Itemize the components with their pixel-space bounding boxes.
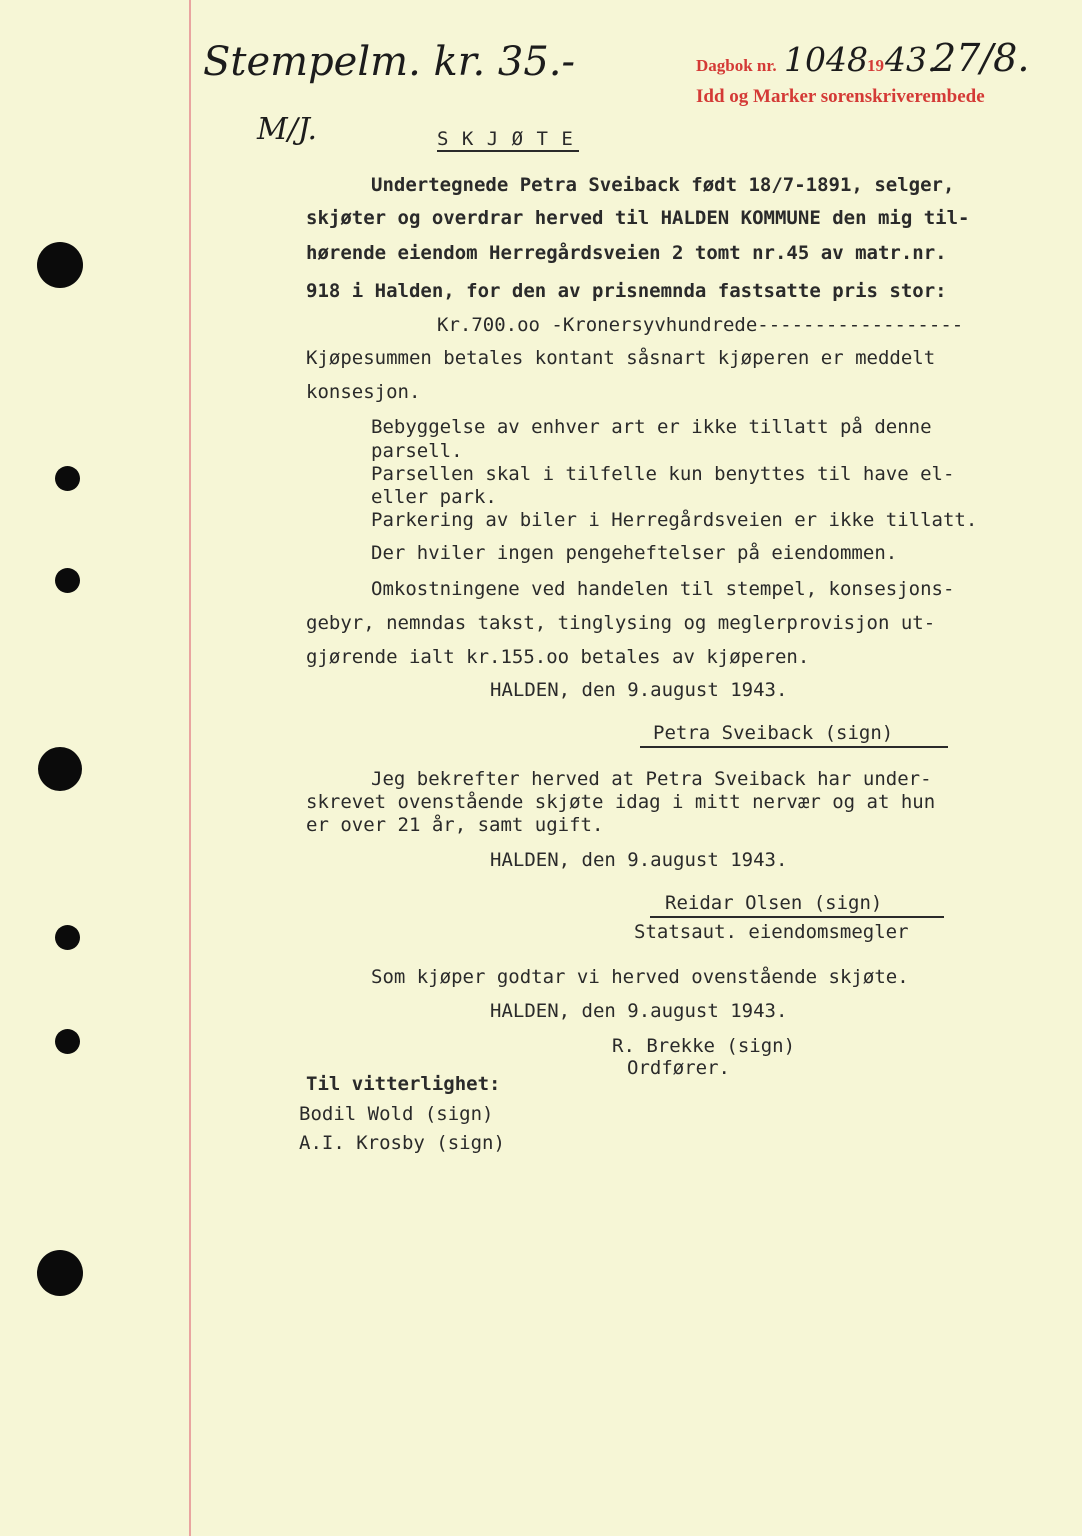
- punch-hole: [55, 925, 80, 950]
- dagbok-date: 27/8.: [932, 36, 1030, 80]
- body-line: hørende eiendom Herregårdsveien 2 tomt nr.45 av matr.nr.: [306, 242, 947, 264]
- punch-hole: [55, 568, 80, 593]
- punch-hole: [37, 1250, 83, 1296]
- broker-signature: Reidar Olsen (sign): [665, 892, 883, 914]
- witness-heading: Til vitterlighet:: [306, 1073, 501, 1095]
- punch-hole: [55, 466, 80, 491]
- place-date-line: HALDEN, den 9.august 1943.: [490, 679, 788, 701]
- condition-line: eller park.: [371, 486, 497, 508]
- body-line: 918 i Halden, for den av prisnemnda fastsatte pris stor:: [306, 280, 947, 302]
- body-line: Som kjøper godtar vi herved ovenstående skjøte.: [371, 966, 909, 988]
- condition-line: Bebyggelse av enhver art er ikke tillatt på denne: [371, 416, 932, 438]
- place-date-line: HALDEN, den 9.august 1943.: [490, 849, 788, 871]
- body-line: gebyr, nemndas takst, tinglysing og meglerprovisjon ut-: [306, 612, 936, 634]
- body-line: Jeg bekrefter herved at Petra Sveiback har under-: [371, 768, 932, 790]
- signature-rule: [650, 916, 944, 918]
- broker-title: Statsaut. eiendomsmegler: [634, 921, 909, 943]
- buyer-title: Ordfører.: [627, 1057, 730, 1079]
- dagbok-year: 43.: [885, 40, 938, 79]
- witness-signature: Bodil Wold (sign): [299, 1103, 494, 1125]
- witness-signature: A.I. Krosby (sign): [299, 1132, 505, 1154]
- punch-hole: [37, 242, 83, 288]
- price-line: Kr.700.oo -Kronersyvhundrede------------------: [437, 314, 964, 336]
- body-line: skjøter og overdrar herved til HALDEN KOMMUNE den mig til-: [306, 207, 970, 229]
- seller-signature: Petra Sveiback (sign): [653, 722, 894, 744]
- punch-hole: [38, 747, 82, 791]
- condition-line: parsell.: [371, 440, 463, 462]
- body-line: Der hviler ingen pengeheftelser på eiendommen.: [371, 542, 898, 564]
- title-underline: [437, 150, 579, 152]
- body-line: gjørende ialt kr.155.oo betales av kjøperen.: [306, 646, 810, 668]
- signature-rule: [640, 746, 948, 748]
- dagbok-label: Dagbok nr.: [696, 56, 777, 75]
- body-line: Omkostningene ved handelen til stempel, konsesjons-: [371, 578, 955, 600]
- dagbok-number: 1048: [784, 40, 868, 79]
- condition-line: Parsellen skal i tilfelle kun benyttes til have el-: [371, 463, 955, 485]
- dagbok-year-prefix: 19: [867, 56, 884, 75]
- condition-line: Parkering av biler i Herregårdsveien er ikke tillatt.: [371, 509, 978, 531]
- document-title: S K J Ø T E: [437, 128, 574, 150]
- body-line: er over 21 år, samt ugift.: [306, 814, 604, 836]
- stamp-fee-note: Stempelm. kr. 35.-: [203, 39, 576, 85]
- body-line: Undertegnede Petra Sveiback født 18/7-1891, selger,: [371, 174, 955, 196]
- buyer-signature: R. Brekke (sign): [612, 1035, 796, 1057]
- margin-rule: [189, 0, 191, 1536]
- place-date-line: HALDEN, den 9.august 1943.: [490, 1000, 788, 1022]
- body-line: skrevet ovenstående skjøte idag i mitt nervær og at hun: [306, 791, 936, 813]
- court-office: Idd og Marker sorenskriverembede: [696, 86, 985, 107]
- body-line: Kjøpesummen betales kontant såsnart kjøperen er meddelt: [306, 347, 936, 369]
- body-line: konsesjon.: [306, 381, 421, 403]
- punch-hole: [55, 1029, 80, 1054]
- initials-note: M/J.: [257, 112, 318, 147]
